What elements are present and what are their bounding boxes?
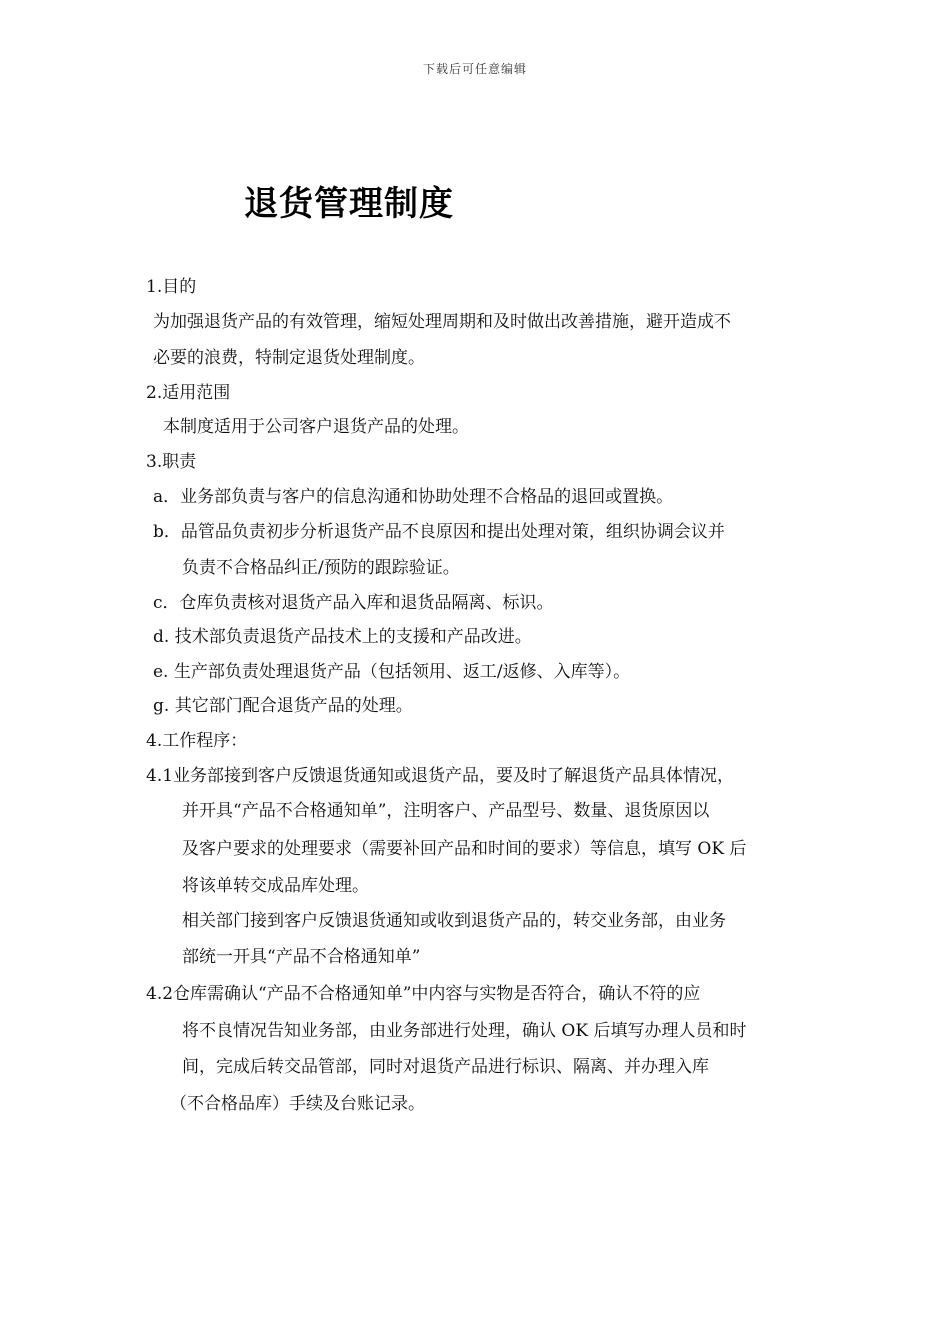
procedure-item-continuation: 并开具“产品不合格通知单”，注明客户、产品型号、数量、退货原因以 — [182, 801, 710, 821]
procedure-item-continuation: （不合格品库）手续及台账记录。 — [170, 1094, 425, 1114]
procedure-item-continuation: 及客户要求的处理要求（需要补回产品和时间的要求）等信息，填写 OK 后 — [182, 839, 747, 859]
procedure-item-continuation: 部统一开具“产品不合格通知单” — [182, 947, 421, 967]
duty-item: b．品管品负责初步分析退货产品不良原因和提出处理对策，组织协调会议并 — [153, 522, 725, 542]
duty-item-continuation: 负责不合格品纠正/预防的跟踪验证。 — [182, 558, 460, 578]
procedure-item-continuation: 将该单转交成品库处理。 — [182, 876, 369, 896]
procedure-item-continuation: 相关部门接到客户反馈退货通知或收到退货产品的，转交业务部，由业务 — [182, 911, 726, 931]
procedure-item-continuation: 将不良情况告知业务部，由业务部进行处理，确认 OK 后填写办理人员和时 — [182, 1021, 747, 1041]
purpose-line: 为加强退货产品的有效管理，缩短处理周期和及时做出改善措施，避开造成不 — [153, 312, 731, 332]
section-heading-purpose: 1.目的 — [146, 277, 197, 297]
section-heading-scope: 2.适用范围 — [146, 383, 231, 403]
section-heading-procedure: 4.工作程序： — [146, 731, 248, 751]
procedure-item: 4.2仓库需确认“产品不合格通知单”中内容与实物是否符合，确认不符的应 — [146, 984, 701, 1004]
duty-item: e. 生产部负责处理退货产品（包括领用、返工/返修、入库等）。 — [153, 662, 631, 682]
purpose-line: 必要的浪费，特制定退货处理制度。 — [153, 348, 425, 368]
scope-line: 本制度适用于公司客户退货产品的处理。 — [163, 417, 469, 437]
document-title: 退货管理制度 — [244, 184, 454, 224]
procedure-item: 4.1业务部接到客户反馈退货通知或退货产品，要及时了解退货产品具体情况， — [146, 766, 735, 786]
duty-item: a．业务部负责与客户的信息沟通和协助处理不合格品的退回或置换。 — [153, 487, 674, 507]
procedure-item-continuation: 间，完成后转交品管部，同时对退货产品进行标识、隔离、并办理入库 — [182, 1057, 709, 1077]
duty-item: c．仓库负责核对退货产品入库和退货品隔离、标识。 — [153, 593, 554, 613]
duty-item: g. 其它部门配合退货产品的处理。 — [153, 696, 413, 716]
header-note: 下载后可任意编辑 — [422, 62, 527, 76]
duty-item: d. 技术部负责退货产品技术上的支援和产品改进。 — [153, 627, 532, 647]
section-heading-duties: 3.职责 — [146, 452, 197, 472]
